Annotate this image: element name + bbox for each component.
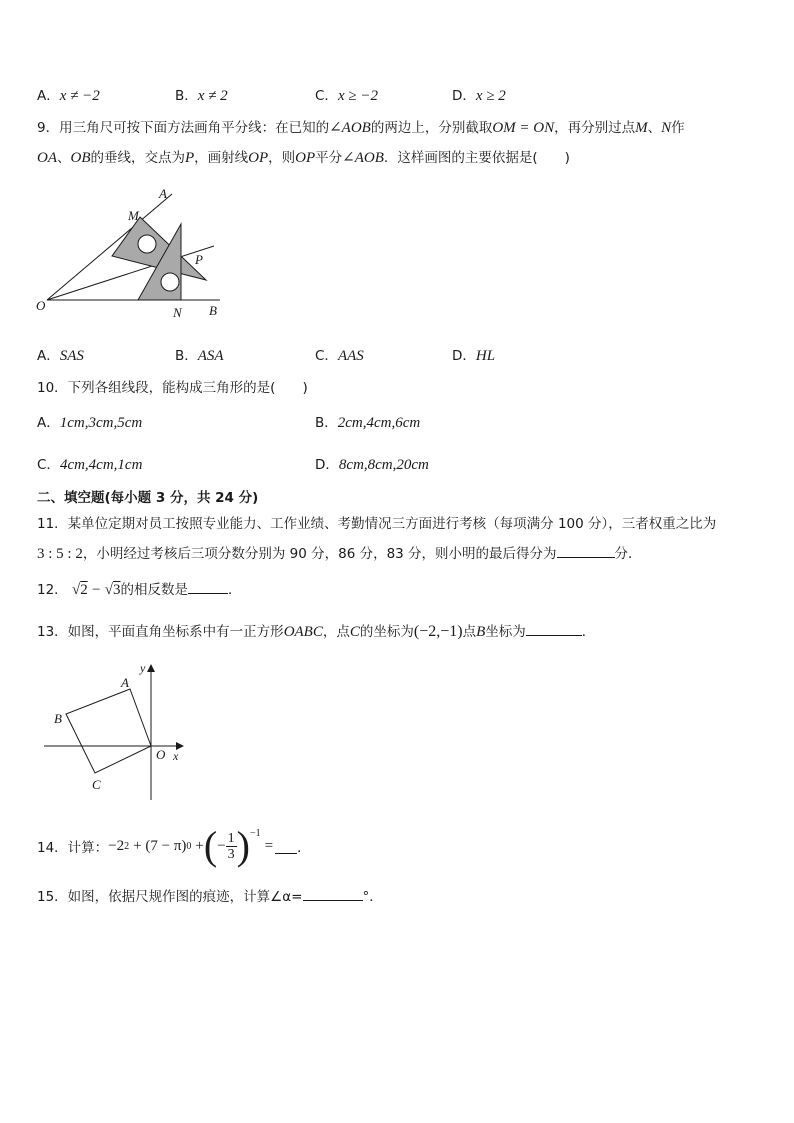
q14-answer-blank[interactable] (275, 839, 297, 854)
label-a: A (159, 186, 167, 201)
label-p: P (195, 252, 203, 267)
q10-option-b[interactable]: B．2cm,4cm,6cm (315, 415, 421, 431)
q8-option-b[interactable]: B．x ≠ 2 (175, 88, 228, 104)
q9-stem-line2: OA、OB的垂线，交点为P，画射线OP，则OP平分∠AOB．这样画图的主要依据是( ) (37, 150, 570, 166)
q15-line: 15．如图，依据尺规作图的痕迹，计算∠α= °． (37, 885, 383, 905)
label-o: O (156, 747, 166, 762)
q13-answer-blank[interactable] (526, 621, 582, 636)
q8-option-c[interactable]: C．x ≥ −2 (315, 88, 378, 104)
q10-option-c[interactable]: C．4cm,4cm,1cm (37, 457, 143, 473)
q11-answer-blank[interactable] (557, 543, 615, 558)
q10-option-a[interactable]: A．1cm,3cm,5cm (37, 415, 143, 431)
q14-line: 14．计算： −2 2 + (7 − π) 0 + ( − $\frac{1}{3}$ ) $^{-1}$ = ． (37, 823, 311, 868)
q9-option-d[interactable]: D．HL (452, 348, 496, 364)
q12-line: 12． √2 − √3的相反数是 ． (37, 578, 242, 599)
section-heading-fill-in: 二、填空题(每小题 3 分，共 24 分) (37, 490, 259, 506)
q12-answer-blank[interactable] (188, 579, 228, 594)
q13-stem: 13．如图，平面直角坐标系中有一正方形OABC，点C的坐标为(−2,−1)点B坐标为 ． (37, 623, 596, 640)
sqrt3: √3 (104, 582, 121, 598)
q8-option-a[interactable]: A．x ≠ −2 (37, 88, 100, 104)
q9-figure (30, 182, 230, 322)
set-square-hole-upper (138, 235, 156, 253)
set-square-hole-lower (161, 273, 179, 291)
q9-option-b[interactable]: B．ASA (175, 348, 224, 364)
label-x: x (173, 749, 179, 763)
label-c: C (92, 777, 101, 792)
q14-fraction: $\frac{1}{3}$ (227, 830, 235, 862)
label-b: B (54, 711, 62, 726)
q8-option-d[interactable]: D．x ≥ 2 (452, 88, 506, 104)
q9-option-c[interactable]: C．AAS (315, 348, 364, 364)
q13-figure (38, 660, 188, 802)
label-a: A (121, 675, 129, 690)
q15-answer-blank[interactable] (303, 886, 363, 901)
q9-option-a[interactable]: A．SAS (37, 348, 84, 364)
label-y: y (140, 661, 146, 675)
label-b: B (209, 303, 217, 318)
label-m: M (128, 208, 139, 223)
q9-stem-line1: 9．用三角尺可按下面方法画角平分线：在已知的∠AOB的两边上，分别截取OM = ON，再分别过点M、N作 (37, 120, 685, 136)
q10-stem: 10．下列各组线段，能构成三角形的是( ) (37, 380, 308, 396)
q11-line2: 3 : 5 : 2，小明经过考核后三项分数分别为 90 分，86 分，83 分，则小明的最后得分为 分． (37, 542, 642, 563)
label-n: N (173, 305, 182, 320)
sqrt2: √2 (71, 582, 88, 598)
q10-option-d[interactable]: D．8cm,8cm,20cm (315, 457, 429, 473)
square-oabc (66, 689, 151, 773)
label-o: O (36, 298, 46, 313)
q11-line1: 11．某单位定期对员工按照专业能力、工作业绩、考勤情况三方面进行考核（每项满分 100 分），三者权重之比为 (37, 516, 717, 532)
